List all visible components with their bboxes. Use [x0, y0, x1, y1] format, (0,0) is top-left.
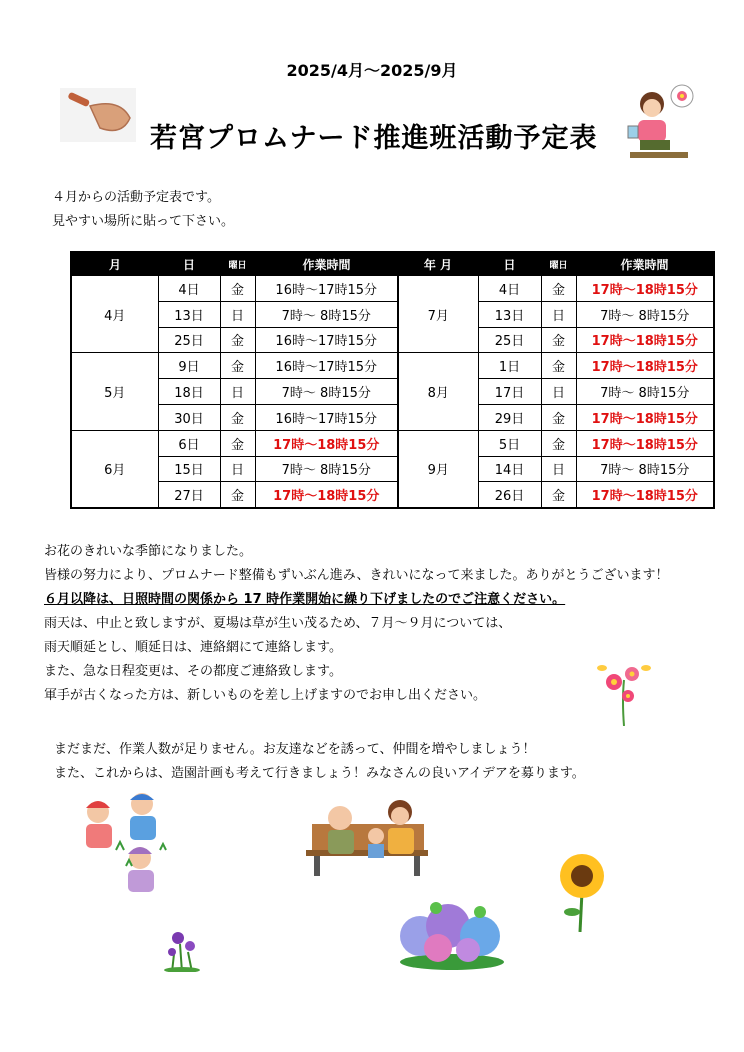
- weekday-cell: 金: [541, 353, 576, 379]
- work-time-cell: 7時～ 8時15分: [576, 379, 714, 405]
- work-time-cell: 17時～18時15分: [576, 404, 714, 430]
- work-time-cell: 7時～ 8時15分: [255, 379, 398, 405]
- day-cell: 18日: [158, 379, 220, 405]
- table-row: [71, 301, 714, 327]
- day-cell: 15日: [158, 456, 220, 482]
- day-cell: 25日: [478, 327, 541, 353]
- header-weekday-right: 曜日: [541, 252, 576, 276]
- header-month: 月: [71, 252, 158, 276]
- table-row: [71, 379, 714, 405]
- body-line-7: 軍手が古くなった方は、新しいものを差し上げますのでお申し出ください。: [44, 688, 487, 703]
- work-time-cell: 7時～ 8時15分: [255, 456, 398, 482]
- page-title: 若宮プロムナード推進班活動予定表: [150, 123, 598, 154]
- body-notice-line: ６月以降は、日照時間の関係から 17 時作業開始に繰り下げましたのでご注意ください。: [44, 592, 566, 607]
- header-day-right: 日: [478, 252, 541, 276]
- day-cell: 13日: [478, 301, 541, 327]
- work-time-cell: 17時～18時15分: [576, 482, 714, 508]
- body-line-1: お花のきれいな季節になりました。: [44, 544, 253, 559]
- month-cell: 7月: [398, 276, 478, 353]
- weekday-cell: 日: [541, 379, 576, 405]
- work-time-cell: 17時～18時15分: [576, 353, 714, 379]
- body-line-6: また、急な日程変更は、その都度ご連絡致します。: [44, 664, 342, 679]
- weekday-cell: 日: [220, 301, 255, 327]
- month-cell: 9月: [398, 430, 478, 508]
- day-cell: 13日: [158, 301, 220, 327]
- table-row: [71, 276, 714, 302]
- weekday-cell: 金: [541, 276, 576, 302]
- day-cell: 29日: [478, 404, 541, 430]
- day-cell: 4日: [478, 276, 541, 302]
- header-work-time: 作業時間: [255, 252, 398, 276]
- sunflower-icon: [556, 852, 608, 932]
- weekday-cell: 金: [541, 327, 576, 353]
- weekday-cell: 金: [541, 482, 576, 508]
- weekday-cell: 日: [541, 456, 576, 482]
- weekday-cell: 金: [541, 404, 576, 430]
- violet-icon: [160, 924, 204, 972]
- work-time-cell: 16時～17時15分: [255, 327, 398, 353]
- table-header-row: [71, 252, 714, 276]
- day-cell: 30日: [158, 404, 220, 430]
- body-line-4: 雨天は、中止と致しますが、夏場は草が生い茂るため、７月～９月については、: [44, 616, 512, 631]
- weekday-cell: 金: [220, 404, 255, 430]
- weekday-cell: 金: [220, 482, 255, 508]
- day-cell: 26日: [478, 482, 541, 508]
- intro-line-2: 見やすい場所に貼って下さい。: [52, 214, 235, 229]
- work-time-cell: 7時～ 8時15分: [576, 456, 714, 482]
- day-cell: 25日: [158, 327, 220, 353]
- day-cell: 14日: [478, 456, 541, 482]
- family-bench-icon: [306, 798, 428, 878]
- day-cell: 4日: [158, 276, 220, 302]
- schedule-table: [70, 251, 715, 509]
- intro-line-1: ４月からの活動予定表です。: [52, 190, 220, 205]
- weekday-cell: 日: [541, 301, 576, 327]
- month-cell: 5月: [71, 353, 158, 430]
- period-heading: 2025/4月～2025/9月: [286, 61, 458, 80]
- body-line-2: 皆様の努力により、プロムナード整備もずいぶん進み、きれいになって来ました。ありがとうございます！: [44, 568, 669, 583]
- gardener-girl-icon: [622, 82, 698, 162]
- day-cell: 1日: [478, 353, 541, 379]
- weekday-cell: 金: [220, 327, 255, 353]
- header-work-time-right: 作業時間: [576, 252, 714, 276]
- weekday-cell: 金: [220, 353, 255, 379]
- work-time-cell: 16時～17時15分: [255, 404, 398, 430]
- day-cell: 5日: [478, 430, 541, 456]
- work-time-cell: 16時～17時15分: [255, 276, 398, 302]
- hydrangea-icon: [396, 896, 508, 972]
- day-cell: 27日: [158, 482, 220, 508]
- day-cell: 9日: [158, 353, 220, 379]
- table-row: [71, 353, 714, 379]
- work-time-cell: 16時～17時15分: [255, 353, 398, 379]
- work-time-cell: 17時～18時15分: [576, 430, 714, 456]
- weekday-cell: 金: [220, 276, 255, 302]
- gardening-kids-icon: [76, 790, 172, 900]
- work-time-cell: 17時～18時15分: [255, 482, 398, 508]
- work-time-cell: 7時～ 8時15分: [255, 301, 398, 327]
- weekday-cell: 日: [220, 456, 255, 482]
- work-time-cell: 17時～18時15分: [255, 430, 398, 456]
- body-line-5: 雨天順延とし、順延日は、連絡網にて連絡します。: [44, 640, 342, 655]
- work-time-cell: 17時～18時15分: [576, 276, 714, 302]
- table-row: [71, 327, 714, 353]
- month-cell: 6月: [71, 430, 158, 508]
- weekday-cell: 金: [220, 430, 255, 456]
- work-time-cell: 17時～18時15分: [576, 327, 714, 353]
- header-weekday: 曜日: [220, 252, 255, 276]
- table-row: [71, 430, 714, 456]
- closing-line-1: まだまだ、作業人数が足りません。お友達などを誘って、仲間を増やしましょう！: [54, 742, 536, 757]
- header-month-right: 年 月: [398, 252, 478, 276]
- closing-line-2: また、これからは、造園計画も考えて行きましょう！みなさんの良いアイデアを募ります。: [54, 766, 585, 781]
- month-cell: 8月: [398, 353, 478, 430]
- weekday-cell: 日: [220, 379, 255, 405]
- flower-icon: [594, 660, 654, 726]
- day-cell: 17日: [478, 379, 541, 405]
- table-row: [71, 456, 714, 482]
- weekday-cell: 金: [541, 430, 576, 456]
- work-time-cell: 7時～ 8時15分: [576, 301, 714, 327]
- day-cell: 6日: [158, 430, 220, 456]
- trowel-icon: [60, 88, 136, 142]
- header-day: 日: [158, 252, 220, 276]
- table-row: [71, 404, 714, 430]
- month-cell: 4月: [71, 276, 158, 353]
- table-row: [71, 482, 714, 508]
